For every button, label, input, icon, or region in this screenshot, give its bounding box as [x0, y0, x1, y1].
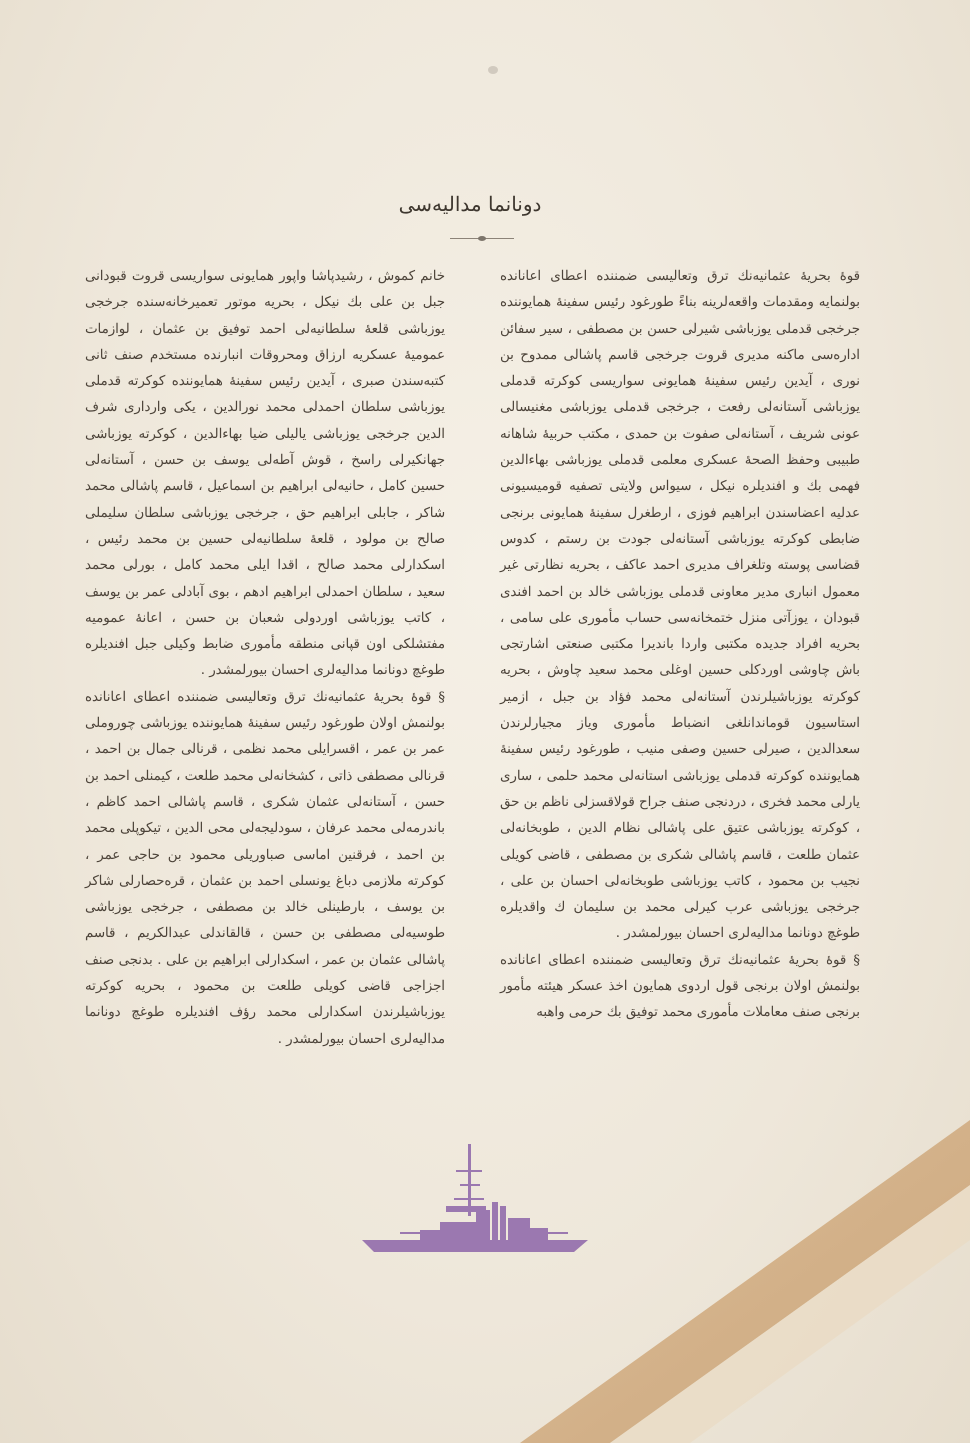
section-mark: §: [438, 689, 446, 705]
paragraph: [85, 685, 445, 1053]
paragraph: [500, 264, 860, 948]
paragraph-text: خانم کموش ، رشیدپاشا واپور همایونی سواریسی قروت قبودانی جبل بن علی بك نیکل ، بحریه موتور تعمیرخانه‌سنده جرخجی یوزباشی قلعۀ سلطانیه‌لی احمد توفیق بن عثمان ، لوازمات عمومیۀ عسکریه ارزاق ومحروقات انبارنده مستخدم صنف ثانی کتبه‌سندن صبری ، آیدین رئیس سفینۀ همایوننده کوکرته قدملی یوزباشی سلطان احمدلی محمد نورالدین ، یکی وارداری شرف الدین جرخجی یوزباشی یالیلی ضیا بهاءالدین ، کوکرته یوزباشی جهانکیرلی راسخ ، قوش آطه‌لی یوسف بن حسن ، آستانه‌لی حسین کامل ، حانیه‌لی ابراهیم بن اسماعیل ، قاسم پاشالی محمد شاکر ، جابلی ابراهیم حق ، جرخجی یوزباشی سلطان سلیملی صالح بن مولود ، قلعۀ سلطانیه‌لی حسین بن محمد رئیس ، اسکدارلی محمد صالح ، اقدا ایلی محمد کامل ، بورلی محمد سعید ، سلطان احمدلی ابراهیم ادهم ، بوی آبادلی عمر بن یوسف ، کاتب یوزباشی اوردولی شعبان بن حسن ، اعانۀ عمومیه مفتشلکی اون قپانی منطقه مأموری ضابط وکیلی جبل افندیلره طوغچ دونانما مدالیه‌لری احسان بیورلمشدر .: [85, 269, 445, 679]
battleship-silhouette-icon: [360, 1140, 590, 1260]
paragraph: [500, 948, 860, 1027]
section-mark: §: [853, 952, 861, 968]
paragraph: [85, 264, 445, 685]
paragraph-text: قوۀ بحریۀ عثمانیه‌نك ترق وتعالیسی ضمننده اعطای اعانانده بولنمش اولان طورغود رئیس سفینۀ همایوننده یوزباشی چوروملی عمر بن عمر ، اقسرایلی محمد نظمی ، قرنالی جمال بن احمد ، قرنالی مصطفی ذاتی ، کشخانه‌لی محمد طلعت ، کیمنلی احمد بن حسن ، آستانه‌لی عثمان شکری ، قاسم پاشالی احمد کاظم ، باندرمه‌لی محمد عرفان ، سودلیجه‌لی محی الدین ، تیکوپلی محمد بن احمد ، فرقنین اماسی صباوریلی محمود بن حاجی عمر ، کوکرته ملازمی دباغ یونسلی احمد بن عثمان ، قره‌حصارلی شاکر بن یوسف ، بارطینلی خالد بن مصطفی ، جرخجی یوزباشی طوسیه‌لی مصطفی بن حسن ، قالقاندلی عبدالکریم ، قاسم پاشالی عثمان بن عمر ، اسکدارلی ابراهیم بن علی . بدنجی صنف اجزاجی قاضی کویلی طلعت بن محمود ، بحریه کوکرته یوزباشیلرندن اسکدارلی محمد رؤف افندیلره طوغچ دونانما مدالیه‌لری احسان بیورلمشدر .: [85, 689, 445, 1047]
paragraph-text: قوۀ بحریۀ عثمانیه‌نك ترق وتعالیسی ضمننده اعطای اعانانده بولنمش اولان برنجی قول اردوی همایون اخذ عسکر هیئته مأمور برنجی صنف معاملات مأموری محمد توفیق بك حرمی واهبه: [500, 952, 860, 1021]
paragraph-text: قوۀ بحریۀ عثمانیه‌نك ترق وتعالیسی ضمننده اعطای اعانانده بولنمایه ومقدمات واقعه‌لرینه بناءً طورغود رئیس سفینۀ همایوننده جرخجی قدملی یوزباشی شیرلی حسن بن مصطفی ، سیر سفائن اداره‌سی ماکنه مدیری قروت جرخجی قاسم پاشالی ممدوح بن نوری ، آیدین رئیس سفینۀ همایونی سواریسی کوکرته قدملی یوزباشی آستانه‌لی رفعت ، جرخجی قدملی یوزباشی مغنیسالی عونی شریف ، آستانه‌لی صفوت بن حمدی ، مکتب حربیۀ شاهانه طبیبی وحفظ الصحۀ عسکری معلمی قدملی یوزباشی بهاءالدین فهمی بك و افندیلره نیکل ، سیواس ولایتی تصفیه قومیسیونی عدلیه اعضاسندن ابراهیم فوزی ، ارطغرل سفینۀ همایونی برنجی ضابطی کوکرته یوزباشی آستانه‌لی جودت بن رستم ، کدوس قضاسی پوسته وتلغراف مدیری احمد عاکف ، بحریه نظارتی غیر معمول انباری مدیر معاونی قدملی یوزباشی خالد بن احمد افندی قبودان ، یوزآتی منزل ختمخانه‌سی حساب مأموری علی سامی ، بحریه افراد جدیده مکتبی واردا باندیرا مکتبی صنعتی اشارتجی باش چاوشی اوردکلی حسین اوغلی محمد سعید چاوش ، بحریه کوکرته یوزباشیلرندن آستانه‌لی محمد فؤاد بن جبل ، ازمیر استاسیون قوماندانلغی انضباط مأموری ویاز مجیارلرندن سعدالدین ، صیرلی حسین وصفی منیب ، طورغود رئیس سفینۀ همایوننده کوکرته قدملی یوزباشی استانه‌لی محمد حلمی ، ساری یارلی محمد فخری ، دردنجی صنف جراح قولاقسزلی ناظم بن حق ، کوکرته یوزباشی عتیق علی پاشالی نظام الدین ، طوبخانه‌لی عثمان طلعت ، قاسم پاشالی شکری بن مصطفی ، قاضی کویلی نجیب بن محمود ، کاتب یوزباشی طوبخانه‌لی احسان بن علی ، جرخجی یوزباشی عرب کیرلی محمد بن سلیمان ك واقدیلره طوغچ دونانما مدالیه‌لری احسان بیورلمشدر .: [500, 269, 860, 942]
right-column: [500, 264, 860, 1027]
paper-spot: [488, 66, 498, 74]
page-title: دونانما مدالیه‌سی: [398, 192, 542, 216]
left-column: [85, 264, 445, 1053]
title-divider: [450, 238, 514, 239]
